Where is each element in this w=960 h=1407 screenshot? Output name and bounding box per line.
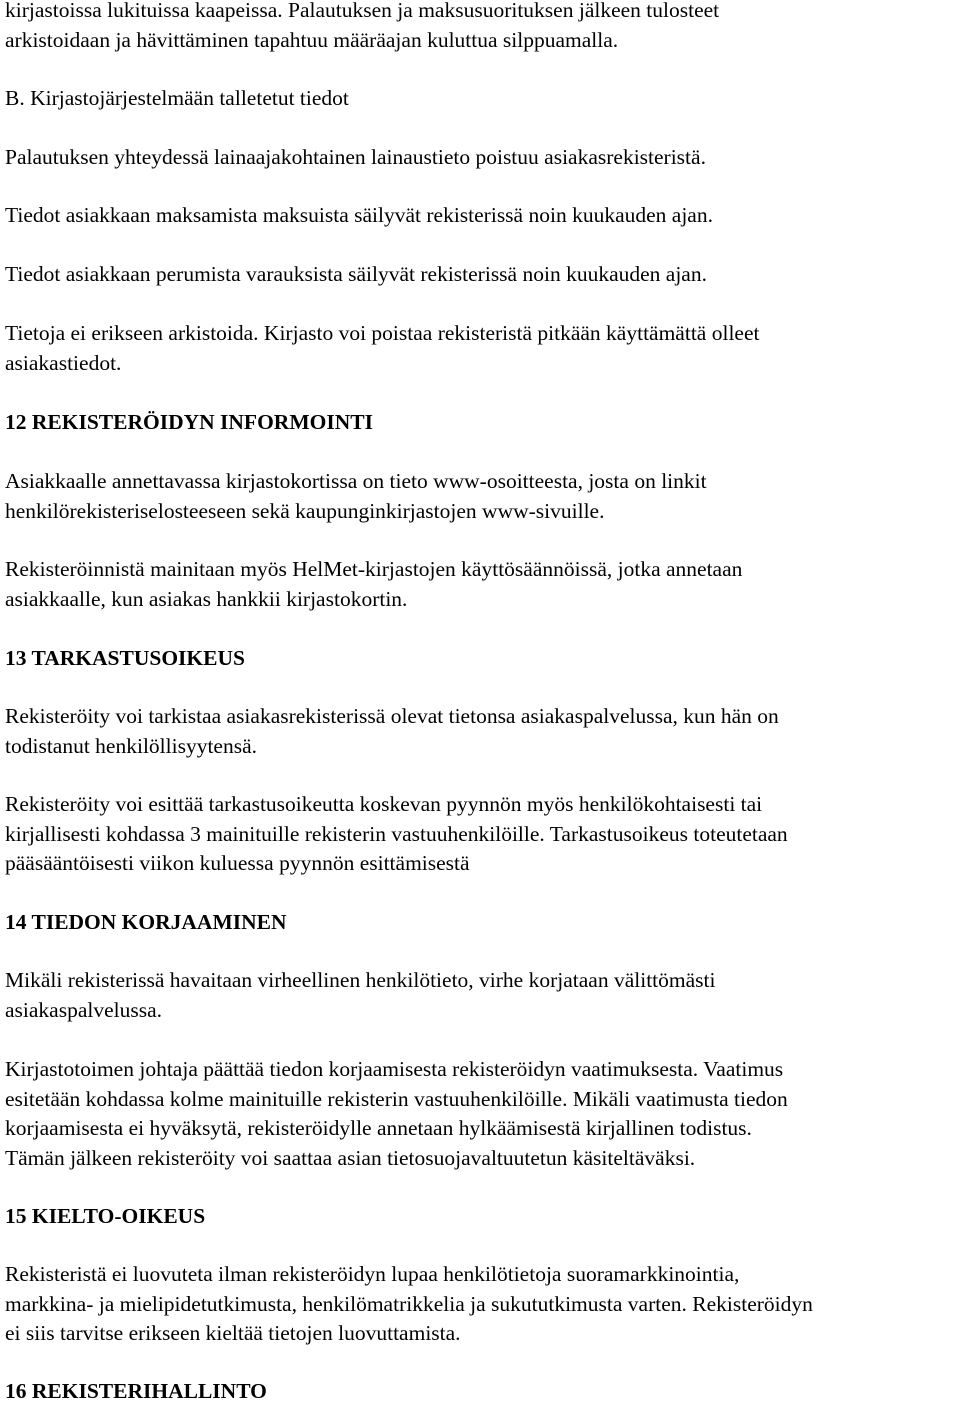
text-line: asiakaspalvelussa. <box>5 997 163 1022</box>
text-line: Mikäli rekisterissä havaitaan virheellinen henkilötieto, virhe korjataan välittömästi <box>5 968 716 992</box>
heading-text: 15 KIELTO-OIKEUS <box>5 1204 206 1228</box>
text-line: Tiedot asiakkaan perumista varauksista säilyvät rekisterissä noin kuukauden ajan. <box>5 262 707 286</box>
section-heading-14 <box>5 908 957 938</box>
text-line: B. Kirjastojärjestelmään talletetut tiedot <box>5 86 349 110</box>
text-line: asiakkaalle, kun asiakas hankkii kirjastokortin. <box>5 586 408 611</box>
text-line: Rekisteröity voi tarkistaa asiakasrekisterissä olevat tietonsa asiakaspalvelussa, kun hän on <box>5 704 779 728</box>
paragraph-inspection-request <box>5 790 957 879</box>
text-line: todistanut henkilöllisyytensä. <box>5 733 258 758</box>
text-line: asiakastiedot. <box>5 350 122 375</box>
paragraph-archiving <box>5 319 957 378</box>
paragraph-error-correction <box>5 966 957 1025</box>
paragraph-helmet-rules <box>5 555 957 614</box>
paragraph-loan-info <box>5 143 957 173</box>
paragraph-retention-printouts <box>5 0 957 55</box>
text-line: Palautuksen yhteydessä lainaajakohtainen lainaustieto poistuu asiakasrekisteristä. <box>5 145 706 169</box>
text-line: kirjallisesti kohdassa 3 mainituille rekisterin vastuuhenkilöille. Tarkastusoikeus toteutetaan <box>5 821 788 846</box>
paragraph-correction-procedure <box>5 1055 957 1173</box>
text-line: Tiedot asiakkaan maksamista maksuista säilyvät rekisterissä noin kuukauden ajan. <box>5 203 713 227</box>
section-heading-16 <box>5 1377 957 1407</box>
heading-text: 12 REKISTERÖIDYN INFORMOINTI <box>5 410 373 434</box>
text-line: Rekisteröity voi esittää tarkastusoikeutta koskevan pyynnön myös henkilökohtaisesti tai <box>5 792 763 816</box>
text-line: arkistoidaan ja hävittäminen tapahtuu määräajan kuluttua silppuamalla. <box>5 27 619 52</box>
text-line: Asiakkaalle annettavassa kirjastokortissa on tieto www-osoitteesta, josta on linkit <box>5 469 707 493</box>
heading-text: 14 TIEDON KORJAAMINEN <box>5 910 287 934</box>
paragraph-prohibition-right <box>5 1260 957 1349</box>
text-line: kirjastoissa lukituissa kaapeissa. Palautuksen ja maksusuorituksen jälkeen tulosteet <box>5 0 720 22</box>
section-heading-13 <box>5 644 957 674</box>
text-line: korjaamisesta ei hyväksytä, rekisteröidylle annetaan hylkäämisestä kirjallinen todistus. <box>5 1116 752 1140</box>
paragraph-inspection-right <box>5 702 957 761</box>
text-line: Tämän jälkeen rekisteröity voi saattaa asian tietosuojavaltuutetun käsiteltäväksi. <box>5 1145 696 1170</box>
section-heading-15 <box>5 1202 957 1232</box>
paragraph-library-card-info <box>5 467 957 526</box>
paragraph-subsection-b <box>5 84 957 114</box>
heading-text: 13 TARKASTUSOIKEUS <box>5 646 245 670</box>
paragraph-payments-info <box>5 201 957 231</box>
text-line: henkilörekisteriselosteeseen sekä kaupunginkirjastojen www-sivuille. <box>5 498 605 523</box>
text-line: Kirjastotoimen johtaja päättää tiedon korjaamisesta rekisteröidyn vaatimuksesta. Vaatimus <box>5 1057 784 1081</box>
text-line: pääsääntöisesti viikon kuluessa pyynnön esittämisestä <box>5 851 470 875</box>
text-line: Rekisteröinnistä mainitaan myös HelMet-kirjastojen käyttösäännöissä, jotka annetaan <box>5 557 743 581</box>
text-line: markkina- ja mielipidetutkimusta, henkilömatrikkelia ja sukututkimusta varten. Rekisteröidyn <box>5 1291 813 1316</box>
text-line: Tietoja ei erikseen arkistoida. Kirjasto voi poistaa rekisteristä pitkään käyttämättä olleet <box>5 321 760 345</box>
text-line: Rekisteristä ei luovuteta ilman rekisteröidyn lupaa henkilötietoja suoramarkkinointia, <box>5 1262 740 1286</box>
text-line: esitetään kohdassa kolme mainituille rekisterin vastuuhenkilöille. Mikäli vaatimusta tiedon <box>5 1086 788 1111</box>
paragraph-reservations-info <box>5 260 957 290</box>
text-line: ei siis tarvitse erikseen kieltää tietojen luovuttamista. <box>5 1321 461 1345</box>
heading-text: 16 REKISTERIHALLINTO <box>5 1379 267 1403</box>
section-heading-12 <box>5 408 957 438</box>
